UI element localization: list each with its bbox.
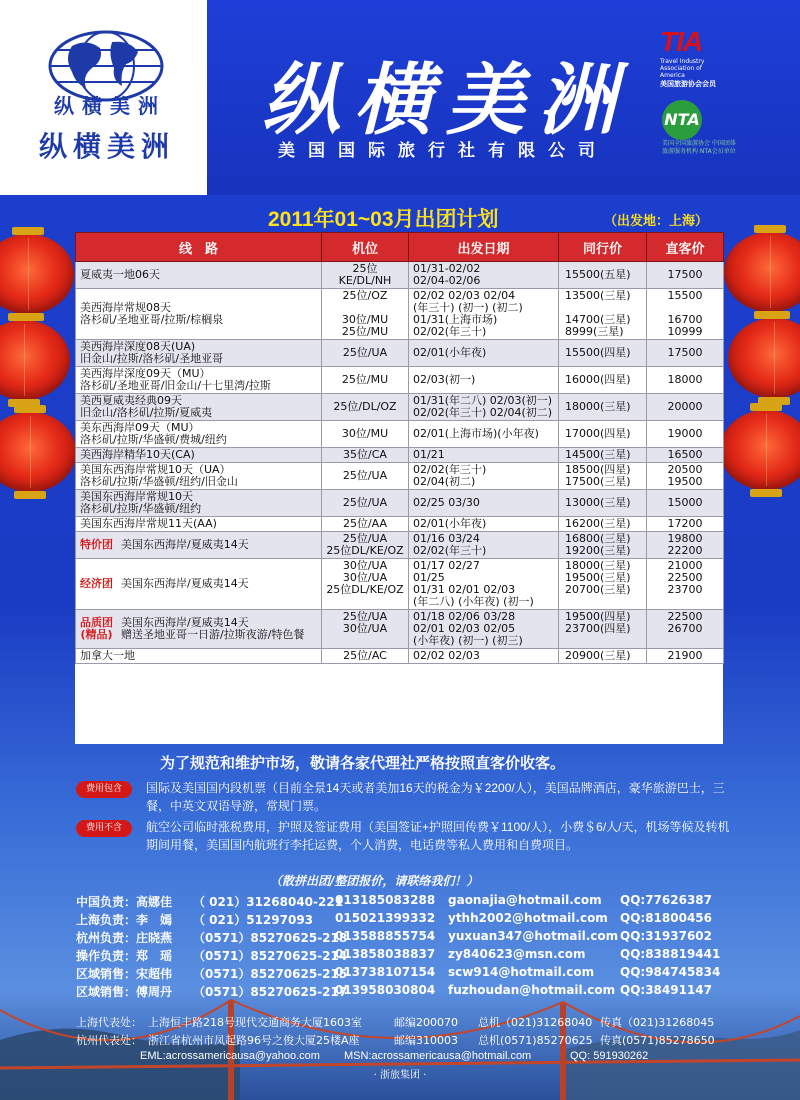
peer-cell [559,610,647,649]
seats-cell [322,340,409,367]
contact-email: yuxuan347@hotmail.com [448,929,619,943]
dates-line: 02/04(初二) [413,475,476,488]
seats-line: KE/DL/NH [338,274,392,287]
table-row [76,394,724,421]
retail-cell [647,517,724,532]
departure-city: （出发地：上海） [604,214,709,229]
dates-cell [409,340,559,367]
route-line: 洛杉矶/拉斯/华盛顿/纽约/旧金山 [80,475,238,488]
seats-line: 30位/UA [342,559,388,572]
contact-row [76,910,726,928]
route-cell [76,490,322,517]
retail-cell [647,610,724,649]
route-line: 美国东西海岸/夏威夷14天 [121,577,249,590]
dates-cell [409,463,559,490]
contact-qq: QQ:81800456 [620,911,712,925]
seats-line: 25位DL/KE/OZ [326,544,404,557]
dates-line: 01/31(年二八) 02/03(初一) [413,394,553,407]
office-label: 上海代表处： [76,1016,142,1029]
route-line: 旧金山/洛杉矶/拉斯/夏威夷 [80,406,213,419]
dates-cell [409,394,559,421]
office-zip: 邮编200070 [394,1016,458,1029]
contact-name: 操作负责：郑 瑶 [76,949,173,963]
route-line: 旧金山/拉斯/洛杉矶/圣地亚哥 [80,352,224,365]
dates-cell [409,262,559,289]
dates-cell [409,649,559,664]
contact-qq: QQ:31937602 [620,929,712,943]
peer-line: 18000(三星) [565,400,631,413]
table-row [76,490,724,517]
table-row [76,340,724,367]
column-header: 出发日期 [409,233,559,262]
route-cell [76,610,322,649]
route-line: 赠送圣地亚哥一日游/拉斯夜游/特色餐 [121,628,305,641]
hangzhou-office-row [0,1030,800,1048]
table-row [76,517,724,532]
seats-cell [322,394,409,421]
peer-cell [559,340,647,367]
peer-cell [559,394,647,421]
retail-cell [647,559,724,610]
tia-caption: 美国旅游协会会员 [660,80,716,88]
table-row [76,559,724,610]
retail-line: 18000 [667,373,703,386]
seats-line: 25位/AA [342,517,388,530]
contact-name: 中国负责：高娜佳 [76,895,173,909]
tour-type-tag: 经济团 [80,577,113,590]
seats-line [326,635,404,647]
contact-row [76,928,726,946]
seats-cell [322,463,409,490]
retail-line: 21000 [667,559,703,572]
contact-name: 区域销售：傅周丹 [76,985,173,999]
peer-cell [559,532,647,559]
seats-line: 25位/DL/OZ [333,400,397,413]
contact-phone: （0571）85270625-217 [193,985,348,999]
pricing-notice: 为了规范和维护市场，敬请各家代理社严格按照直客价收客。 [160,755,566,772]
route-line: 美西海岸常规08天 [80,301,171,314]
route-line: 洛杉矶/拉斯/华盛顿/费城/纽约 [80,433,227,446]
table-row [76,649,724,664]
tia-badge [660,26,728,89]
contact-row [76,892,726,910]
peer-cell [559,649,647,664]
peer-line: 17000(四星) [565,427,631,440]
table-row [76,367,724,394]
table-header-row [76,233,724,262]
peer-line: 19500(三星) [565,571,631,584]
dates-line: 02/02 02/03 02/04 [413,289,516,302]
contact-name: 区域销售：宋超伟 [76,967,173,981]
retail-cell [647,448,724,463]
route-cell [76,289,322,340]
contact-email: scw914@hotmail.com [448,965,595,979]
dates-line: 02/02(年三十) [413,463,487,476]
dates-cell [409,367,559,394]
retail-cell [647,340,724,367]
dates-line: 02/01(小年夜) [413,517,487,530]
dates-cell [409,289,559,340]
dates-line: (年二八) (小年夜) (初一) [413,595,534,608]
retail-line [651,635,719,647]
shanghai-office-row [0,1012,800,1030]
contact-qq: QQ:838819441 [620,947,721,961]
msn-address: MSN:acrossamericausa@hotmail.com [344,1050,532,1062]
contact-phone: （0571）85270625-215 [193,967,348,981]
contact-row [76,946,726,964]
brand-title: 纵横美洲 [262,55,631,146]
retail-cell [647,262,724,289]
dates-line: 02/02(年三十) [413,544,487,557]
route-line: 洛杉矶/拉斯/华盛顿/纽约 [80,502,202,515]
footer [0,1012,800,1066]
table-row [76,532,724,559]
route-line: 美国东西海岸常规10天 [80,490,193,503]
retail-line: 16500 [667,448,703,461]
company-logo [0,0,207,195]
tour-type-tag: 特价团 [80,538,113,551]
retail-cell [647,532,724,559]
included-tag: 费用包含 [76,781,132,798]
office-phone: 总机(0571)85270625 [478,1034,593,1047]
peer-line: 19500(四星) [565,610,631,623]
tia-mark: TIA [660,26,703,57]
retail-cell [647,421,724,448]
route-line: 美国东西海岸/夏威夷14天 [121,616,249,629]
seats-line: 25位DL/KE/OZ [326,583,404,596]
retail-line: 10999 [667,325,703,338]
nta-badge [662,100,736,156]
group-name: · 浙旅集团 · [373,1070,427,1081]
peer-line: 13000(三星) [565,496,631,509]
seats-line: 25位/AC [343,649,387,662]
retail-line: 21900 [667,649,703,662]
retail-cell [647,367,724,394]
retail-line: 15500 [667,289,703,302]
route-line: 美国东西海岸/夏威夷14天 [121,538,249,551]
seats-line: 25位/UA [342,469,388,482]
route-line: 美东西海岸09天（MU） [80,421,200,434]
seats-line: 30位/UA [342,571,388,584]
tour-type-tag: 品质团 [80,616,113,629]
route-line: 美国东西海岸常规11天(AA) [80,517,217,530]
peer-cell [559,421,647,448]
contact-email: gaonajia@hotmail.com [448,893,602,907]
dates-cell [409,421,559,448]
lantern-icon [0,320,70,400]
peer-line: 19200(三星) [565,544,631,557]
lantern-icon [724,232,800,312]
dates-cell [409,490,559,517]
seats-line: 25位/MU [341,325,389,338]
brand-subtitle: 美国国际旅行社有限公司 [278,141,608,161]
office-zip: 邮编310003 [394,1034,458,1047]
seats-cell [322,289,409,340]
peer-cell [559,289,647,340]
header-banner [0,0,800,195]
included-text: 国际及美国国内段机票（目前全景14天或者美加16天的税金为￥2200/人），美国品牌酒店，豪华旅游巴士，三餐，中英文双语导游，常规门票。 [146,781,725,813]
online-contact-row [0,1048,800,1066]
dates-line: 01/25 [413,571,445,584]
dates-line: 01/31(上海市场) [413,313,498,326]
retail-line: 22500 [667,610,703,623]
peer-line: 15500(五星) [565,268,631,281]
peer-line: 14500(三星) [565,448,631,461]
route-line: 美西海岸深度09天（MU） [80,367,211,380]
seats-line: 25位/MU [341,373,389,386]
contact-heading: （散拼出团/整团报价，请联络我们！） [270,874,479,888]
retail-cell [647,289,724,340]
route-line: 美西海岸深度08天(UA) [80,340,196,353]
peer-cell [559,367,647,394]
contact-mobile: 013185083288 [335,893,436,907]
peer-cell [559,490,647,517]
seats-line: 30位/MU [341,313,389,326]
contact-phone: （ 021）51297093 [193,913,314,927]
dates-cell [409,610,559,649]
office-fax: 传真（021)31268045 [600,1016,715,1029]
peer-cell [559,517,647,532]
dates-line: 01/31-02/02 [413,262,481,275]
dates-line: 02/03(初一) [413,373,476,386]
retail-line: 19000 [667,427,703,440]
table-row [76,463,724,490]
dates-line: 02/04-02/06 [413,274,481,287]
route-line: 美国东西海岸常规10天（UA） [80,463,231,476]
dates-line: 02/02(年三十) 02/04(初二) [413,406,553,419]
route-cell [76,262,322,289]
seats-cell [322,559,409,610]
peer-line [565,596,642,608]
dates-cell [409,448,559,463]
contact-name: 杭州负责：庄晓燕 [76,931,173,945]
route-cell [76,394,322,421]
column-header: 机位 [322,233,409,262]
retail-line: 19500 [667,475,703,488]
retail-line: 22200 [667,544,703,557]
dates-line: 02/01 02/03 02/05 [413,622,516,635]
route-cell [76,448,322,463]
retail-line: 19800 [667,532,703,545]
retail-line: 16700 [667,313,703,326]
retail-line [651,596,719,608]
peer-line: 13500(三星) [565,289,631,302]
contact-phone: （0571）85270625-218 [193,931,348,945]
seats-line: 30位/UA [342,622,388,635]
peer-cell [559,448,647,463]
peer-cell [559,262,647,289]
seats-line: 25位/OZ [342,289,388,302]
lantern-icon [0,412,76,492]
contact-name: 上海负责：李 嫣 [76,913,173,927]
office-phone: 总机（021)31268040 [478,1016,593,1029]
retail-line: 22500 [667,571,703,584]
qq-number: QQ: 591930262 [570,1050,649,1062]
retail-line: 17500 [667,268,703,281]
table-row [76,448,724,463]
peer-line: 20900(三星) [565,649,631,662]
peer-line: 14700(三星) [565,313,631,326]
seats-line: 30位/MU [341,427,389,440]
lantern-icon [728,318,800,398]
office-address: 浙江省杭州市凤起路96号之俊大厦25楼A座 [148,1034,360,1047]
dates-line: 01/31 02/01 02/03 [413,583,516,596]
peer-line: 15500(四星) [565,346,631,359]
seats-line: 25位/UA [342,532,388,545]
contact-qq: QQ:984745834 [620,965,721,979]
dates-line: 02/25 03/30 [413,496,480,509]
table-row [76,262,724,289]
contact-email: fuzhoudan@hotmail.com [448,983,616,997]
route-cell [76,517,322,532]
contact-mobile: 013958030804 [335,983,436,997]
nta-mark: NTA [662,100,702,140]
seats-line: 25位/UA [342,346,388,359]
retail-line: 15000 [667,496,703,509]
route-cell [76,367,322,394]
peer-line [565,635,642,647]
office-label: 杭州代表处： [76,1034,142,1047]
peer-line: 20700(三星) [565,583,631,596]
contact-list [76,892,726,1000]
peer-line: 18000(三星) [565,559,631,572]
retail-line: 26700 [667,622,703,635]
tia-fine-print: Travel Industry Association of America [660,58,705,79]
dates-cell [409,559,559,610]
schedule-title: 2011年01~03月出团计划 [268,208,499,231]
seats-cell [322,262,409,289]
dates-cell [409,532,559,559]
contact-qq: QQ:38491147 [620,983,712,997]
route-line: 美西夏威夷经典09天 [80,394,182,407]
seats-line: 25位 [352,262,378,275]
contact-mobile: 013858038837 [335,947,436,961]
table-row [76,421,724,448]
peer-line: 8999(三星) [565,325,624,338]
logo-text-large: 纵横美洲 [38,130,175,163]
seats-line: 25位/UA [342,496,388,509]
seats-cell [322,490,409,517]
peer-line: 23700(四星) [565,622,631,635]
peer-cell [559,559,647,610]
tour-schedule-table [75,232,723,744]
dates-line: 02/02(年三十) [413,325,487,338]
seats-line: 35位/CA [343,448,387,461]
email-address: EML:acrossamericausa@yahoo.com [140,1050,320,1062]
route-cell [76,463,322,490]
peer-line: 16800(三星) [565,532,631,545]
seats-line: 25位/UA [342,610,388,623]
retail-cell [647,463,724,490]
contact-phone: （0571）85270625-214 [193,949,348,963]
peer-cell [559,463,647,490]
tour-type-subtag: (精品) [80,628,113,641]
seats-cell [322,649,409,664]
retail-cell [647,490,724,517]
route-line: 洛杉矶/圣地亚哥/拉斯/棕榈泉 [80,313,224,326]
dates-line: 01/17 02/27 [413,559,480,572]
route-line: 加拿大一地 [80,649,135,662]
seats-cell [322,421,409,448]
contact-qq: QQ:77626387 [620,893,712,907]
lantern-icon [720,410,800,490]
contact-email: zy840623@msn.com [448,947,586,961]
retail-line: 23700 [667,583,703,596]
peer-line: 16000(四星) [565,373,631,386]
contact-phone: （ 021）31268040-221 [193,895,344,909]
contact-mobile: 013738107154 [335,965,436,979]
route-line: 夏威夷一地06天 [80,268,160,281]
route-cell [76,340,322,367]
route-cell [76,649,322,664]
table-row [76,289,724,340]
seats-cell [322,532,409,559]
route-line: 洛杉矶/圣地亚哥/旧金山/十七里湾/拉斯 [80,379,271,392]
retail-cell [647,649,724,664]
retail-cell [647,394,724,421]
contact-row [76,982,726,1000]
nta-fine-print: 美国全国旅游协会 中国团体旅游服务机构 NTA会员单位 [662,140,736,155]
dates-line: 01/21 [413,448,445,461]
column-header: 直客价 [647,233,724,262]
dates-line: (年三十) (初一) (初二) [413,301,523,314]
column-header: 线 路 [76,233,322,262]
route-cell [76,421,322,448]
retail-line: 20500 [667,463,703,476]
contact-mobile: 015021399332 [335,911,436,925]
peer-line: 17500(三星) [565,475,631,488]
contact-row [76,964,726,982]
office-fax: 传真(0571)85278650 [600,1034,715,1047]
seats-cell [322,367,409,394]
dates-line: 02/01(上海市场)(小年夜) [413,427,539,440]
logo-text-small: 纵横美洲 [54,94,166,118]
contact-email: ythh2002@hotmail.com [448,911,608,925]
excluded-text: 航空公司临时涨税费用，护照及签证费用（美国签证+护照回传费￥1100/人），小费＄6/人/天，机场等候及转机期间用餐，美国国内航班行李托运费，个人消费，电话费等私人费用和自费项目。 [146,820,730,852]
route-cell [76,559,322,610]
dates-line: 01/16 03/24 [413,532,480,545]
route-line: 美西海岸精华10天(CA) [80,448,195,461]
dates-line: 02/02 02/03 [413,649,480,662]
seats-cell [322,448,409,463]
seats-cell [322,517,409,532]
excluded-tag: 费用不含 [76,820,132,837]
retail-line: 17500 [667,346,703,359]
seats-cell [322,610,409,649]
retail-line: 20000 [667,400,703,413]
table-row [76,610,724,649]
dates-line: 02/01(小年夜) [413,346,487,359]
dates-cell [409,517,559,532]
peer-line: 16200(三星) [565,517,631,530]
retail-line: 17200 [667,517,703,530]
contact-mobile: 013588855754 [335,929,436,943]
dates-line: 01/18 02/06 03/28 [413,610,516,623]
dates-line: (小年夜) (初一) (初三) [413,634,523,647]
seats-line [326,596,404,608]
column-header: 同行价 [559,233,647,262]
route-cell [76,532,322,559]
peer-line: 18500(四星) [565,463,631,476]
office-address: 上海恒丰路218号现代交通商务大厦1603室 [148,1016,362,1029]
lantern-icon [0,234,74,314]
